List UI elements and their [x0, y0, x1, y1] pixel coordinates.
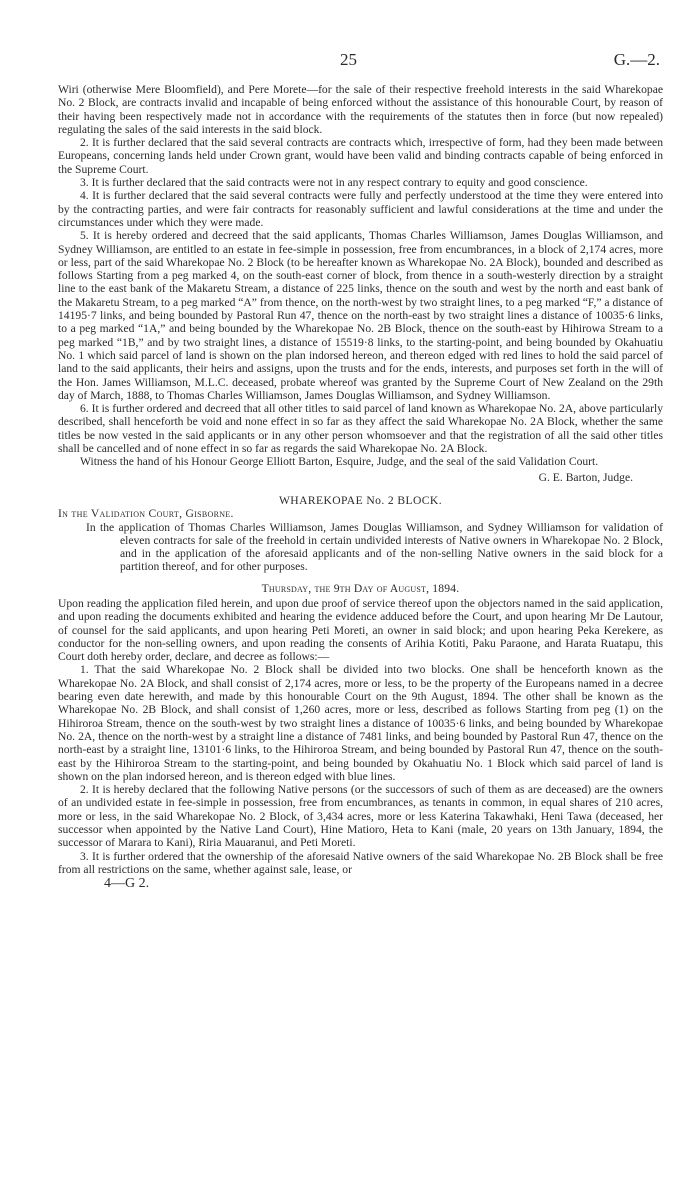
- order-paragraph-2: 2. It is hereby declared that the following Native persons (or the successors of such of them as are deceased) are the owners of an undivided estate in fee-simple in possession, free from encumbrances, as tenants in common, in equal shares of 210 acres, more or less, in the said Wharekopae No. 2 Block, of 3,434 acres, more or less Katerina Takawhaki, Heni Tawa (deceased, her successor when appointed by the Native Land Court), Hine Matioro, Heta to Kani (male, 20 years on 13th January, 1894, the successor of Marara to Kani), Riria Mauaranui, and Peti Moreti.: [58, 783, 663, 850]
- paragraph-5: 5. It is hereby ordered and decreed that the said applicants, Thomas Charles Williamson, James Douglas Williamson, and Sydney Williamson, are entitled to an estate in fee-simple in possession, free from encumbrances, in a block of 2,174 acres, more or less, part of the said Wharekopae No. 2 Block (to be hereafter known as Wharekopae No. 2A Block), bounded and described as follows Starting from a peg marked 4, on the south-east corner of block, from thence in a south-westerly direction by a straight line to the east bank of the Makaretu Stream, a distance of 225 links, thence on the south and west by the north and east bank of the Makaretu Stream, to a peg marked “A” from thence, on the north-west by two straight lines, to a peg marked “F,” a distance of 14195·7 links, and being bounded by Pastoral Run 47, thence on the north-east by two straight lines a distance of 10035·6 links, to a peg marked “1A,” and being bounded by the Wharekopae No. 2B Block, thence on the south-east by Hihirowa Stream to a peg marked “1B,” and by two straight lines, a distance of 15519·8 links, to the starting-point, and being bounded by Okahuatiu No. 1 which said parcel of land is shown on the plan indorsed hereon, and thereon edged with red lines to hold the said parcel of land to the said applicants, their heirs and assigns, upon the trusts and for the ends, interests, and purposes set forth in the will of the Hon. James Williamson, M.L.C. deceased, probate whereof was granted by the Supreme Court of New Zealand on the 29th day of March, 1888, to Thomas Charles Williamson, James Douglas Williamson, and Sydney Williamson.: [58, 229, 663, 402]
- signature-mark: 4—G 2.: [104, 876, 150, 892]
- paragraph-continued: Wiri (otherwise Mere Bloomfield), and Pere Morete—for the sale of their respective freehold interests in the said Wharekopae No. 2 Block, are contracts invalid and incapable of being enforced without the assistance of this honourable Court, by reason of their having been respectively made not in accordance with the requirements of the statutes then in force (but now repealed) regulating the sales of the said interests in the said block.: [58, 83, 663, 136]
- court-heading: In the Validation Court, Gisborne.: [58, 507, 234, 521]
- application-title: In the application of Thomas Charles Williamson, James Douglas Williamson, and Sydney Williamson for validation of eleven contracts for sale of the freehold in certain undivided interests of Native owners in Wharekopae No. 2 Block, and in the application of the aforesaid applicants and of the non-selling Native owners in the said block for a partition thereof, and for other purposes.: [86, 520, 663, 574]
- date-heading: Thursday, the 9th Day of August, 1894.: [261, 581, 460, 595]
- witness-clause: Witness the hand of his Honour George Elliott Barton, Esquire, Judge, and the seal of the said Validation Court.: [80, 455, 599, 469]
- paragraph-4: 4. It is further declared that the said several contracts were fully and perfectly understood at the time they were entered into by the contracting parties, and were fair contracts for reasonably sufficient and lawful considerations at the time and under the circumstances under which they were made.: [58, 189, 663, 229]
- judge-signature: G. E. Barton, Judge.: [538, 470, 633, 484]
- block-title: WHAREKOPAE No. 2 BLOCK.: [278, 493, 443, 507]
- order-preamble: Upon reading the application filed herein, and upon due proof of service thereof upon the objectors named in the said application, and upon reading the documents exhibited and hearing the evidence adduced before the Court, and upon hearing Mr De Lautour, of counsel for the said applicants, and upon hearing Peti Moreti, an owner in said block; and upon hearing Peka Kerekere, as conductor for the non-selling owners, and upon reading the consents of Arihia Kotiti, Paku Paraone, and Harata Ruatapu, this Court doth hereby order, declare, and decree as follows:—: [58, 596, 663, 664]
- order-paragraph-1: 1. That the said Wharekopae No. 2 Block shall be divided into two blocks. One shall be henceforth known as the Wharekopae No. 2A Block, and shall consist of 2,174 acres, more or less, to be the property of the Europeans named in a decree bearing even date herewith, and made by this honourable Court on the 9th August, 1894. The other shall be known as the Wharekopae No. 2B Block, and shall consist of 1,260 acres, more or less, described as follows Starting from peg (1) on the Hihiroroa Stream, thence on the south-west by two straight lines a distance of 10035·6 links, and being bounded by Wharekopae No. 2A, thence on the north-west by a straight line a distance of 7481 links, and being bounded by Pastoral Run 47, thence on the north-east by a straight line, 13101·6 links, to the Hihiroroa Stream, and being bounded by Pastoral Run 47, thence on the south-east by the Hihiroroa Stream to the starting-point, and being bounded by Okahuatiu No. 1 Block which said parcel of land is shown on the plan indorsed hereon, and is thereon edged with blue lines.: [58, 663, 663, 783]
- paragraph-2: 2. It is further declared that the said several contracts are contracts which, irrespective of form, had they been made between Europeans, concerning lands held under Crown grant, would have been valid and binding contracts capable of being enforced in the Supreme Court.: [58, 136, 663, 176]
- document-body: [58, 83, 663, 892]
- page-header: [0, 50, 700, 70]
- paragraph-6: 6. It is further ordered and decreed that all other titles to said parcel of land known as Wharekopae No. 2A, above particularly described, shall henceforth be void and none effect in so far as they affect the said Wharekopae No. 2A Block, whether the same titles be now vested in the said applicants or in any other person whomsoever and that the registration of all the said other titles shall be cancelled and of none effect in so far as regards the said Wharekopae No. 2A Block.: [58, 402, 663, 456]
- paragraph-3: 3. It is further declared that the said contracts were not in any respect contrary to equity and good conscience.: [80, 176, 588, 190]
- page-number: 25: [340, 50, 357, 69]
- order-paragraph-3: 3. It is further ordered that the ownership of the aforesaid Native owners of the said Wharekopae No. 2B Block shall be free from all restrictions on the same, whether against sale, lease, or: [58, 849, 663, 876]
- series-reference: G.—2.: [613, 50, 660, 69]
